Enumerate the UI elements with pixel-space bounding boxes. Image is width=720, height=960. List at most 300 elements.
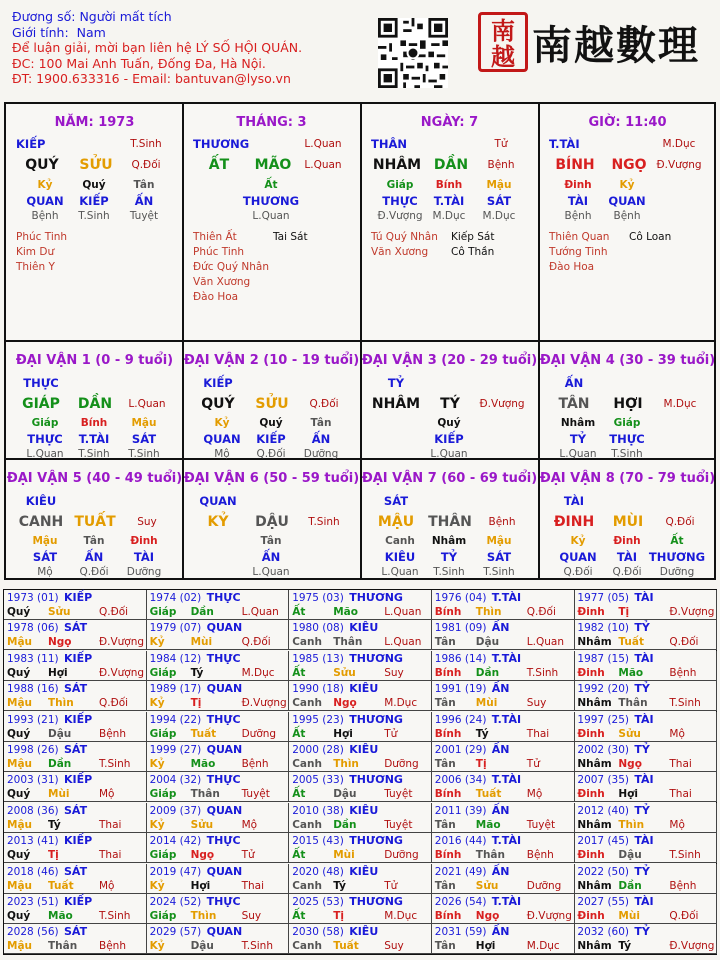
annual-phase: Bệnh	[526, 849, 554, 862]
dai-van-hidden-stem: Mậu	[486, 535, 512, 547]
annual-stem: Bính	[434, 849, 462, 862]
dai-van-title: ĐẠI VẬN 7 (60 - 69 tuổi)	[361, 471, 538, 486]
annual-ten-god: THỰC	[206, 591, 241, 604]
annual-branch: Hợi	[333, 727, 353, 740]
annual-cell[interactable]	[289, 924, 432, 954]
annual-branch: Hợi	[618, 788, 638, 801]
gender-value: Nam	[76, 24, 106, 40]
annual-cell[interactable]	[289, 681, 432, 711]
hidden-stem: Ất	[264, 179, 278, 191]
star-name: Thiên Ất	[193, 231, 237, 243]
dai-van-branch: DẬU	[255, 514, 289, 530]
annual-cell[interactable]	[4, 833, 147, 863]
annual-cell[interactable]	[432, 803, 575, 833]
annual-ten-god: TÀI	[634, 834, 654, 848]
annual-phase: Q.Đối	[669, 910, 699, 922]
dai-van-phase: Q.Đối	[309, 398, 339, 410]
annual-branch: Mùi	[475, 697, 498, 710]
annual-stem: Ất	[292, 849, 306, 862]
annual-year: 2015 (43)	[292, 835, 344, 848]
annual-stem: Nhâm	[577, 697, 612, 710]
annual-cell[interactable]	[432, 833, 575, 863]
annual-phase: Suy	[526, 697, 547, 710]
annual-stem: Nhâm	[577, 940, 612, 953]
dai-van-title: ĐẠI VẬN 2 (10 - 19 tuổi)	[183, 353, 360, 368]
dai-van-hidden-phase: L.Quan	[430, 448, 468, 460]
annual-branch: Dần	[475, 666, 500, 679]
annual-cell[interactable]	[147, 742, 290, 772]
annual-stem: Nhâm	[577, 758, 612, 770]
annual-cell[interactable]	[147, 772, 290, 802]
annual-cell[interactable]	[574, 772, 717, 802]
annual-branch: Mão	[48, 910, 73, 922]
annual-ten-god: QUAN	[206, 743, 243, 756]
annual-ten-god: KIÊU	[349, 864, 379, 878]
dai-van-stem: ĐINH	[553, 514, 595, 530]
dai-van-hidden-stem: Nhâm	[560, 417, 596, 429]
annual-stem: Kỷ	[149, 697, 165, 710]
dai-van-phase: Đ.Vượng	[479, 398, 525, 410]
annual-phase: Đ.Vượng	[526, 910, 572, 922]
annual-phase: Bệnh	[99, 940, 126, 953]
annual-cell[interactable]	[147, 833, 290, 863]
annual-year: 2005 (33)	[292, 774, 344, 787]
annual-stem: Giáp	[149, 727, 177, 740]
dai-van-stem: CANH	[18, 514, 64, 530]
annual-branch: Tuất	[190, 727, 217, 740]
star-name: Tú Quý Nhân	[371, 231, 438, 243]
owner-value: Người mất tích	[79, 9, 172, 24]
dai-van-hidden-stem: Đinh	[130, 535, 158, 547]
hidden-phase: T.Sinh	[78, 210, 110, 222]
annual-stem: Tân	[434, 818, 456, 831]
annual-year: 1979 (07)	[149, 622, 202, 635]
annual-stem: Giáp	[149, 849, 177, 862]
annual-year: 1993 (21)	[7, 713, 59, 726]
stars-right	[629, 230, 671, 245]
annual-phase: Thai	[669, 758, 692, 770]
annual-stem: Nhâm	[577, 636, 612, 649]
annual-stem: Tân	[434, 697, 456, 710]
star-name: Đào Hoa	[549, 261, 595, 273]
contact-line: Để luận giải, mời bạn liên hệ LÝ SỐ HỘI QUÁN.	[12, 40, 303, 55]
star-name: Phúc Tinh	[16, 231, 68, 243]
annual-stem: Mậu	[7, 879, 33, 892]
annual-cell[interactable]	[289, 803, 432, 833]
annual-branch: Sửu	[48, 606, 71, 618]
annual-year: 2014 (42)	[149, 835, 202, 848]
pillar-ten-god: THÂN	[371, 137, 407, 151]
annual-branch: Mão	[190, 758, 216, 770]
hidden-ten-god: T.TÀI	[433, 194, 465, 208]
annual-branch: Tuất	[333, 940, 359, 953]
annual-phase: Tử	[526, 758, 540, 770]
grid-divider	[360, 104, 362, 580]
annual-ten-god: KIÊU	[349, 743, 379, 756]
pillar-branch: NGỌ	[611, 157, 647, 173]
annual-phase: Mộ	[669, 727, 685, 740]
annual-branch: Mùi	[333, 849, 355, 862]
annual-phase: Q.Đối	[526, 606, 556, 618]
annual-cell[interactable]	[4, 742, 147, 772]
annual-year: 2031 (59)	[434, 926, 487, 939]
pillar-title: NĂM: 1973	[54, 115, 135, 130]
annual-phase: L.Quan	[384, 636, 422, 649]
annual-branch: Thìn	[475, 606, 502, 618]
dai-van-hidden-ten-god: TỶ	[440, 550, 458, 564]
annual-year: 2025 (53)	[292, 896, 344, 908]
dai-van-hidden-phase: Mộ	[37, 566, 53, 578]
annual-cell[interactable]	[4, 681, 147, 711]
annual-stem: Đinh	[577, 849, 605, 862]
hidden-phase: M.Dục	[482, 210, 516, 222]
annual-phase: M.Dục	[241, 666, 275, 679]
annual-year: 1992 (20)	[577, 683, 630, 696]
annual-cell[interactable]	[4, 894, 147, 924]
annual-stem: Canh	[292, 879, 322, 892]
annual-ten-god: THỰC	[206, 773, 241, 787]
pillar-stem: ẤT	[208, 157, 230, 173]
annual-ten-god: SÁT	[64, 682, 88, 696]
annual-branch: Tị	[618, 606, 630, 618]
annual-cell[interactable]	[289, 712, 432, 742]
annual-phase: M.Dục	[384, 910, 418, 922]
annual-phase: Thai	[669, 788, 692, 801]
annual-cell[interactable]	[574, 590, 717, 620]
annual-branch: Mùi	[48, 788, 70, 801]
annual-cell[interactable]	[289, 742, 432, 772]
annual-cell[interactable]	[432, 772, 575, 802]
annual-ten-god: KIẾP	[64, 591, 93, 604]
annual-ten-god: KIẾP	[64, 895, 93, 908]
annual-branch: Dậu	[48, 727, 72, 740]
annual-cell[interactable]	[289, 864, 432, 894]
annual-year: 1997 (25)	[577, 713, 630, 726]
annual-branch: Ngọ	[190, 849, 215, 862]
annual-cell[interactable]	[4, 651, 147, 681]
annual-year: 2001 (29)	[434, 744, 487, 756]
dai-van-hidden-ten-god: KIÊU	[384, 550, 416, 564]
annual-cell[interactable]	[574, 803, 717, 833]
annual-phase: Bệnh	[669, 879, 697, 892]
annual-stem: Canh	[292, 818, 322, 831]
star-name: Cô Loan	[629, 231, 672, 243]
pillar-tg-phase: Tử	[494, 138, 508, 150]
annual-ten-god: THƯƠNG	[349, 895, 403, 908]
annual-ten-god: SÁT	[64, 803, 88, 817]
annual-branch: Hợi	[48, 666, 68, 679]
annual-cell[interactable]	[4, 590, 147, 620]
annual-stem: Đinh	[577, 606, 605, 618]
dai-van-hidden-ten-god: KIẾP	[256, 432, 286, 446]
annual-cell[interactable]	[574, 651, 717, 681]
annual-cell[interactable]	[147, 651, 290, 681]
annual-phase: Tuyệt	[384, 788, 413, 801]
dai-van-hidden-phase: Dưỡng	[659, 566, 695, 578]
dai-van-hidden-stem: Quý	[259, 417, 283, 429]
annual-phase: Mộ	[99, 788, 115, 801]
stars-right	[273, 230, 308, 245]
annual-cell[interactable]	[289, 894, 432, 924]
annual-cell[interactable]	[289, 620, 432, 650]
phone-email-line[interactable]: ĐT: 1900.633316 - Email: bantuvan@lyso.vn	[12, 71, 291, 86]
dai-van-title: ĐẠI VẬN 5 (40 - 49 tuổi)	[6, 471, 183, 486]
pillar-stem: BÍNH	[555, 157, 595, 173]
dai-van-hidden-stem: Mậu	[32, 535, 58, 547]
annual-phase: Thai	[526, 727, 550, 740]
annual-phase: Tuyệt	[526, 818, 556, 831]
dai-van-hidden-phase: Q.Đối	[256, 448, 286, 460]
annual-stem: Nhâm	[577, 818, 612, 831]
hidden-stem: Kỷ	[37, 179, 53, 191]
annual-phase: Suy	[241, 910, 262, 922]
annual-phase: T.Sinh	[669, 849, 701, 862]
dai-van-hidden-phase: T.Sinh	[78, 448, 110, 460]
annual-phase: T.Sinh	[526, 666, 559, 679]
annual-year: 1982 (10)	[577, 622, 630, 635]
star-name: Đào Hoa	[193, 291, 239, 303]
dai-van-hidden-stem: Kỷ	[214, 417, 230, 429]
annual-cell[interactable]	[574, 924, 717, 954]
annual-phase: Đ.Vượng	[99, 666, 145, 679]
pillar-branch: MÃO	[254, 157, 292, 173]
annual-cell[interactable]	[289, 833, 432, 863]
annual-year: 2003 (31)	[7, 774, 59, 787]
dai-van-hidden-stem: Nhâm	[431, 535, 467, 547]
annual-ten-god: KIẾP	[64, 834, 93, 848]
annual-ten-god: T.TÀI	[491, 773, 522, 787]
annual-ten-god: TỶ	[634, 925, 650, 939]
annual-phase: L.Quan	[241, 606, 279, 618]
hidden-stem: Quý	[82, 179, 106, 191]
annual-ten-god: ẤN	[491, 803, 510, 817]
annual-branch: Mão	[618, 666, 644, 679]
star-name: Tướng Tinh	[549, 246, 608, 258]
star-name: Kim Dư	[16, 246, 55, 258]
annual-cell[interactable]	[4, 712, 147, 742]
annual-ten-god: QUAN	[206, 803, 243, 817]
hidden-ten-god: TÀI	[567, 194, 589, 208]
annual-phase: Bệnh	[669, 666, 697, 679]
annual-stem: Mậu	[7, 940, 33, 953]
annual-cell[interactable]	[432, 742, 575, 772]
star-name: Thiên Y	[16, 261, 55, 273]
pillar-ten-god: T.TÀI	[549, 137, 580, 151]
stars-left	[549, 230, 609, 275]
hidden-ten-god: QUAN	[26, 194, 64, 208]
annual-branch: Tị	[333, 910, 344, 922]
annual-stem: Kỷ	[149, 636, 165, 649]
annual-branch: Mão	[333, 606, 358, 618]
annual-cell[interactable]	[147, 894, 290, 924]
hidden-phase: L.Quan	[252, 210, 290, 222]
annual-year: 1978 (06)	[7, 622, 59, 635]
annual-year: 2017 (45)	[577, 835, 630, 848]
annual-stem: Kỷ	[149, 940, 165, 953]
hidden-stem: Giáp	[386, 179, 414, 191]
star-name: Tai Sát	[273, 231, 308, 243]
annual-branch: Dần	[618, 879, 642, 892]
annual-cell[interactable]	[4, 864, 147, 894]
dai-van-hidden-ten-god: ẤN	[84, 550, 104, 564]
annual-year: 2021 (49)	[434, 865, 487, 878]
annual-cell[interactable]	[432, 620, 575, 650]
annual-cell[interactable]	[289, 772, 432, 802]
annual-phase: Tử	[384, 879, 398, 892]
annual-cell[interactable]	[147, 681, 290, 711]
annual-year: 1988 (16)	[7, 683, 59, 696]
annual-phase: Q.Đối	[669, 636, 699, 649]
annual-stem: Tân	[434, 879, 456, 892]
annual-cell[interactable]	[147, 864, 290, 894]
hidden-stem: Bính	[435, 179, 463, 191]
annual-stem: Giáp	[149, 666, 177, 679]
annual-year: 1973 (01)	[7, 592, 59, 604]
annual-cell[interactable]	[147, 620, 290, 650]
annual-cell[interactable]	[432, 681, 575, 711]
hidden-ten-god: KIẾP	[79, 194, 109, 208]
annual-cell[interactable]	[574, 712, 717, 742]
dai-van-stem: TÂN	[558, 396, 590, 412]
annual-ten-god: SÁT	[64, 743, 88, 756]
annual-cell[interactable]	[432, 864, 575, 894]
annual-phase: M.Dục	[384, 697, 418, 710]
dai-van-stem: NHÂM	[371, 396, 421, 412]
annual-branch: Mùi	[618, 910, 640, 922]
annual-branch: Dậu	[618, 849, 642, 862]
annual-branch: Thìn	[333, 758, 359, 770]
dai-van-stem: GIÁP	[22, 396, 60, 412]
star-name: Cô Thần	[451, 246, 495, 258]
pillar-title: GIỜ: 11:40	[588, 115, 667, 130]
annual-cell[interactable]	[574, 864, 717, 894]
annual-cell[interactable]	[432, 651, 575, 681]
annual-cell[interactable]	[4, 924, 147, 954]
annual-cell[interactable]	[4, 772, 147, 802]
annual-cell[interactable]	[4, 803, 147, 833]
annual-phase: Thai	[99, 818, 122, 831]
annual-stem: Kỷ	[149, 758, 165, 770]
annual-ten-god: TÀI	[634, 712, 654, 726]
dai-van-branch: HỢI	[613, 396, 643, 412]
annual-stem: Đinh	[577, 910, 605, 922]
dai-van-hidden-ten-god: TÀI	[616, 550, 638, 564]
annual-phase: Suy	[384, 940, 404, 953]
dai-van-hidden-ten-god: TÀI	[133, 550, 155, 564]
hidden-ten-god: THỰC	[382, 194, 418, 208]
annual-cell[interactable]	[574, 620, 717, 650]
annual-year: 1994 (22)	[149, 713, 202, 726]
dai-van-hidden-ten-god: ẤN	[261, 550, 281, 564]
annual-cell[interactable]	[432, 894, 575, 924]
annual-ten-god: TỶ	[634, 864, 650, 878]
annual-cell[interactable]	[432, 924, 575, 954]
annual-cell[interactable]	[147, 924, 290, 954]
annual-cell[interactable]	[147, 712, 290, 742]
annual-ten-god: THỰC	[206, 895, 241, 908]
annual-cell[interactable]	[289, 590, 432, 620]
annual-cell[interactable]	[432, 590, 575, 620]
annual-branch: Thìn	[48, 697, 74, 710]
dai-van-branch: TUẤT	[74, 514, 116, 530]
annual-cell[interactable]	[574, 833, 717, 863]
pillar-tg-phase: T.Sinh	[130, 138, 162, 150]
annual-ten-god: THƯƠNG	[349, 591, 403, 604]
dai-van-hidden-stem: Đinh	[613, 535, 641, 547]
annual-cell[interactable]	[574, 681, 717, 711]
annual-year: 1998 (26)	[7, 744, 59, 756]
annual-year: 2032 (60)	[577, 926, 630, 939]
annual-stem: Ất	[292, 606, 306, 618]
dai-van-hidden-phase: Q.Đối	[612, 566, 642, 578]
annual-year: 2029 (57)	[149, 926, 202, 939]
annual-phase: M.Dục	[526, 940, 560, 953]
annual-year: 2030 (58)	[292, 926, 344, 939]
annual-ten-god: ẤN	[491, 621, 510, 635]
annual-ten-god: TỶ	[634, 621, 650, 635]
annual-stem: Quý	[7, 727, 31, 740]
annual-phase: T.Sinh	[99, 910, 131, 922]
annual-cell[interactable]	[432, 712, 575, 742]
dai-van-hidden-stem: Quý	[437, 417, 461, 429]
annual-phase: Q.Đối	[241, 636, 271, 649]
annual-cell[interactable]	[147, 803, 290, 833]
dai-van-hidden-phase: Mộ	[214, 448, 230, 460]
hidden-stem: Tân	[133, 179, 155, 191]
annual-cell[interactable]	[4, 620, 147, 650]
annual-branch: Tý	[333, 879, 346, 892]
annual-ten-god: THƯƠNG	[349, 651, 403, 665]
annual-branch: Tý	[48, 818, 61, 831]
pillar-branch-phase: L.Quan	[304, 159, 342, 171]
annual-year: 1974 (02)	[149, 592, 202, 604]
logo-text: 南越數理	[532, 22, 700, 69]
pillar-branch: DẦN	[433, 157, 469, 173]
dai-van-hidden-stem: Giáp	[613, 417, 641, 429]
annual-cell[interactable]	[574, 894, 717, 924]
dai-van-ten-god: ẤN	[564, 376, 584, 390]
dai-van-phase: L.Quan	[128, 398, 166, 410]
annual-branch: Dậu	[475, 636, 500, 649]
annual-phase: Đ.Vượng	[99, 636, 145, 649]
pillar-tg-phase: L.Quan	[304, 138, 342, 150]
annual-ten-god: ẤN	[491, 925, 510, 939]
annual-phase: Q.Đối	[99, 697, 129, 710]
hidden-phase: Tuyệt	[129, 210, 159, 222]
annual-cell[interactable]	[147, 590, 290, 620]
annual-phase: Q.Đối	[99, 606, 129, 618]
annual-year: 2002 (30)	[577, 744, 630, 756]
annual-branch: Dần	[333, 818, 357, 831]
annual-cell[interactable]	[574, 742, 717, 772]
annual-luck-grid	[3, 589, 717, 955]
annual-stem: Quý	[7, 910, 31, 922]
annual-ten-god: THỰC	[206, 712, 241, 726]
annual-phase: Dưỡng	[384, 849, 419, 862]
annual-year: 2006 (34)	[434, 774, 487, 787]
annual-cell[interactable]	[289, 651, 432, 681]
star-name: Phúc Tinh	[193, 246, 245, 258]
annual-branch: Ngọ	[618, 758, 642, 770]
annual-branch: Thìn	[190, 910, 217, 922]
dai-van-hidden-ten-god: THỰC	[609, 432, 645, 446]
hidden-phase: Bệnh	[31, 210, 59, 222]
annual-branch: Thân	[333, 636, 363, 649]
annual-branch: Thân	[48, 940, 78, 953]
annual-branch: Tý	[618, 940, 632, 953]
dai-van-phase: M.Dục	[663, 398, 697, 410]
annual-year: 1983 (11)	[7, 652, 59, 665]
